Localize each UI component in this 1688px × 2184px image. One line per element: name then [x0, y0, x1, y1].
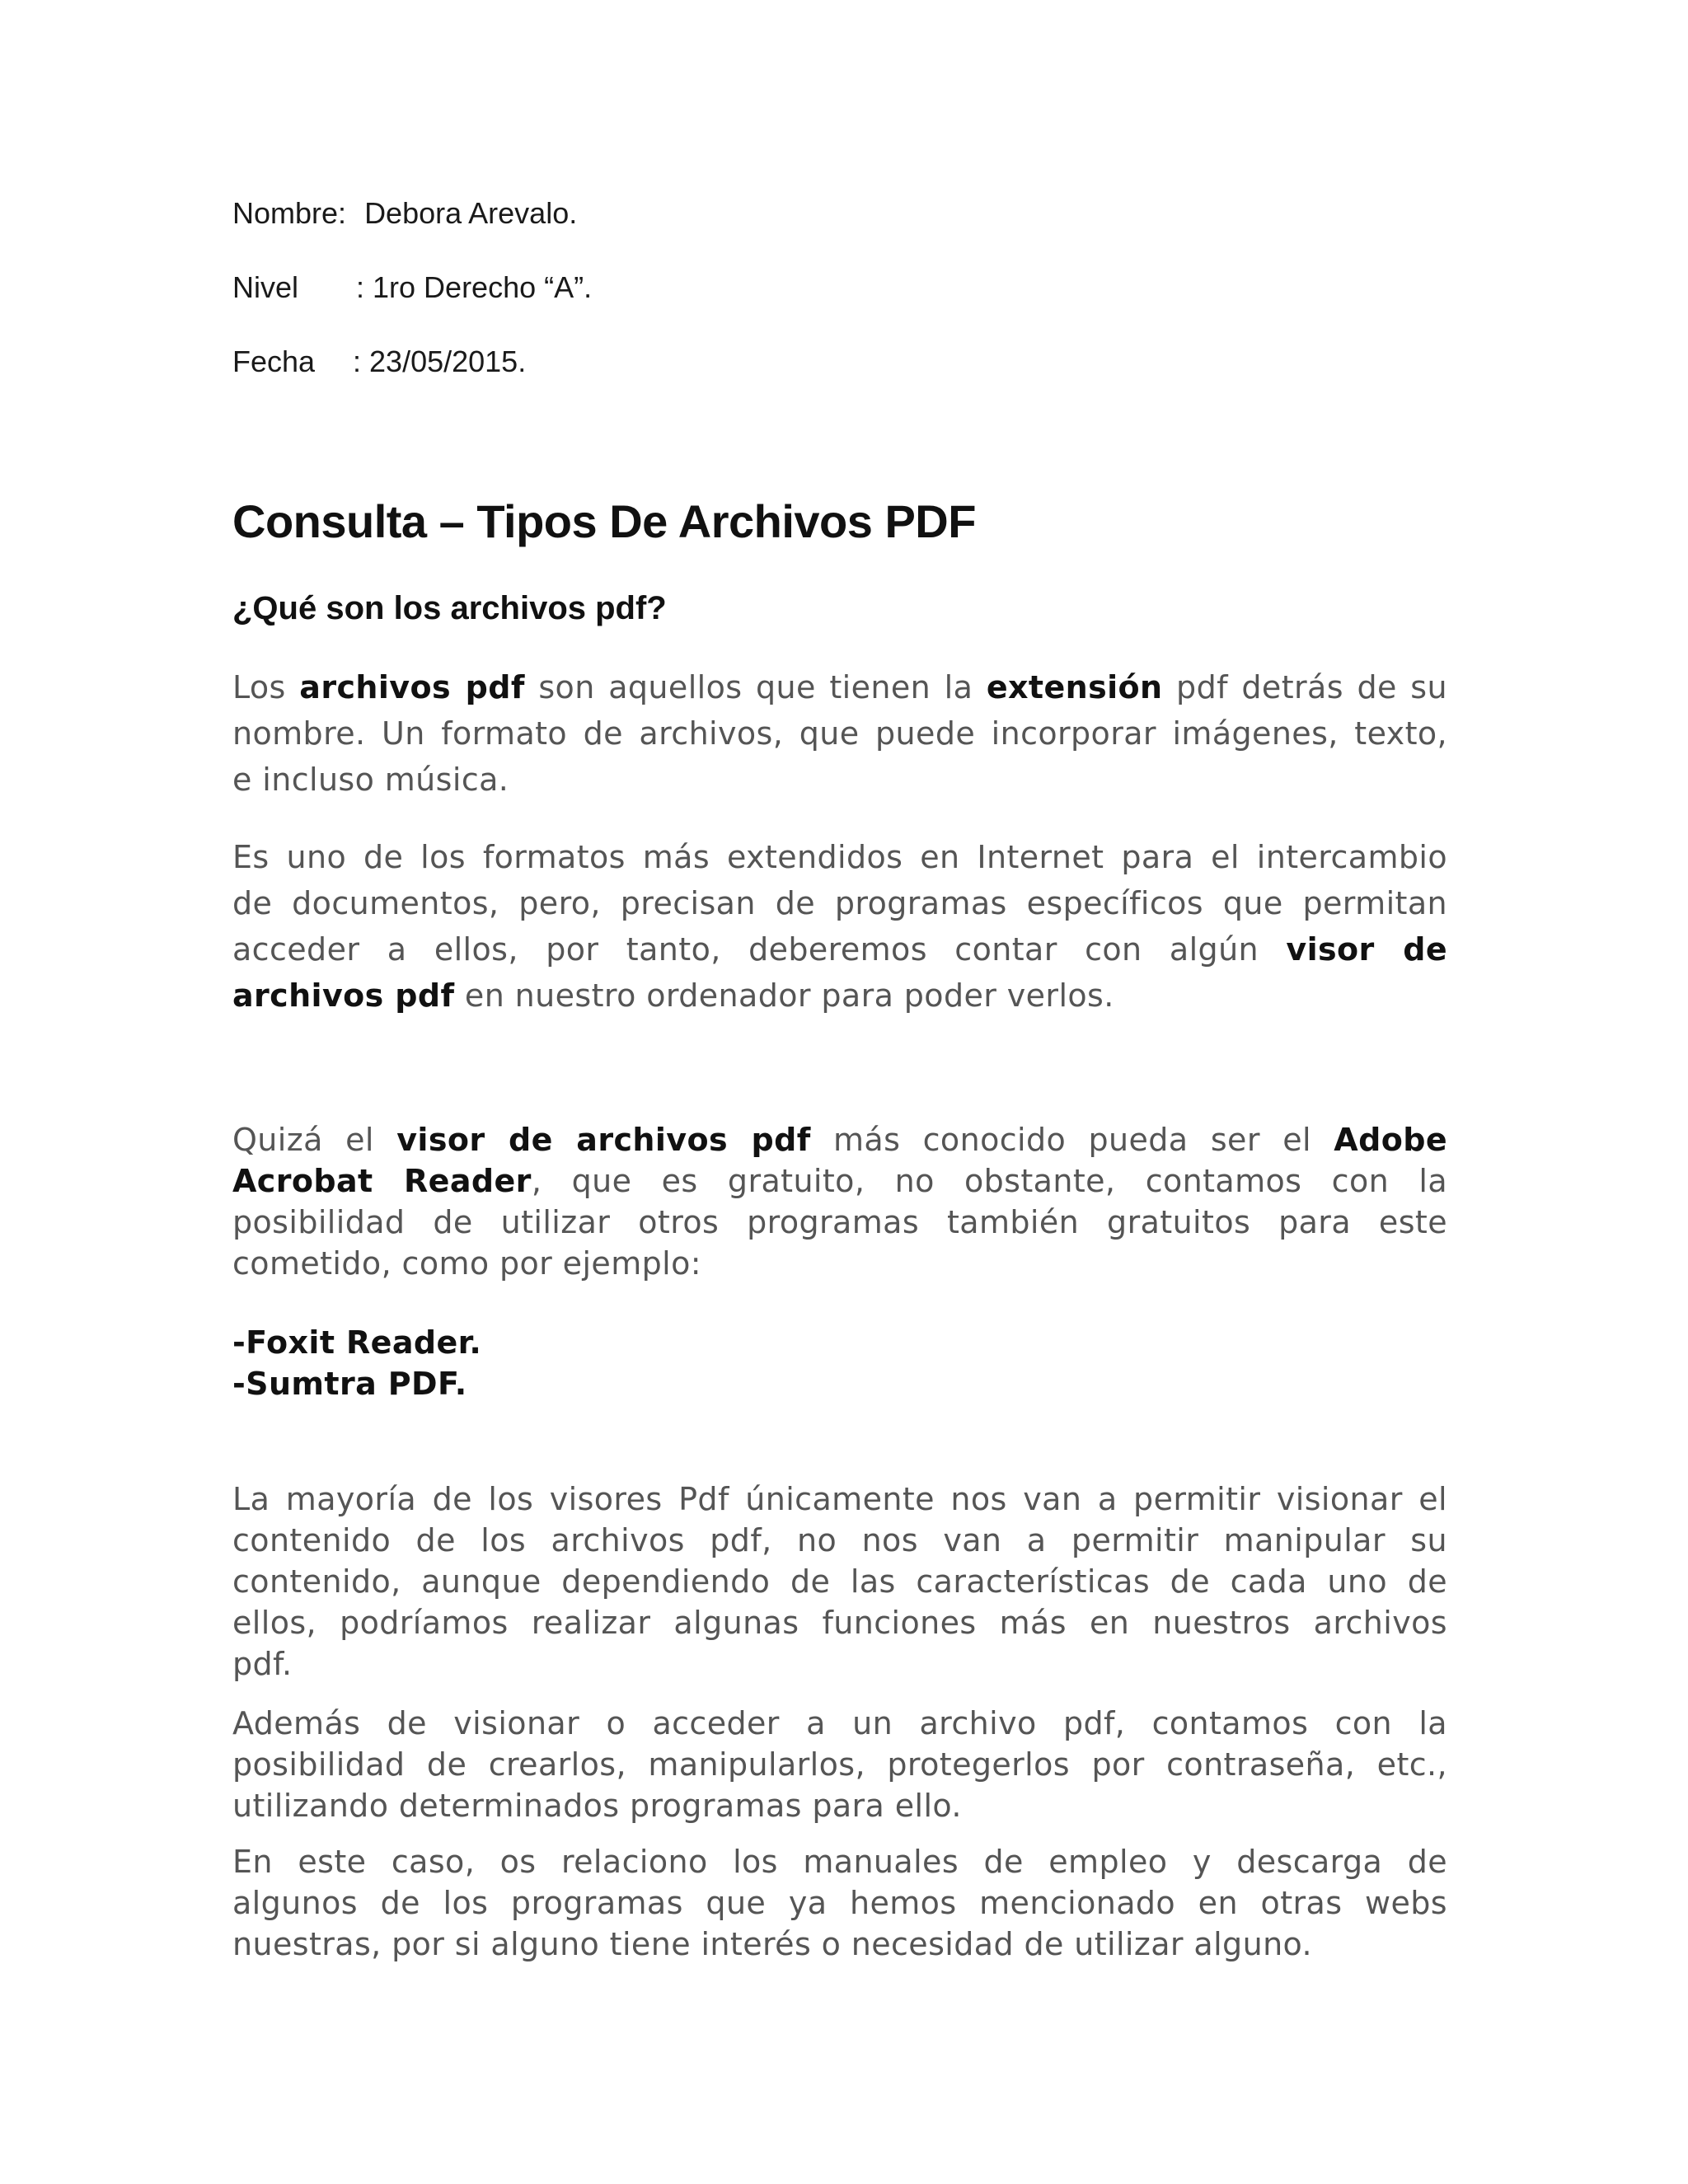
nivel-value: : 1ro Derecho “A”.	[356, 270, 593, 304]
bold-term: Acrobat Reader	[232, 1163, 532, 1199]
paragraph-line: de documentos, pero, precisan de programas específicos que permitan	[232, 885, 1447, 921]
fecha-label: Fecha	[232, 344, 316, 378]
paragraph-line: ellos, podríamos realizar algunas funciones más en nuestros archivos	[232, 1605, 1447, 1641]
paragraph-line: posibilidad de crearlos, manipularlos, protegerlos por contraseña, etc.,	[232, 1746, 1447, 1783]
paragraph-line	[232, 1160, 1447, 1202]
paragraph-line	[232, 664, 1447, 710]
paragraph-line: contenido de los archivos pdf, no nos van a permitir manipular su	[232, 1522, 1447, 1558]
nombre-label: Nombre:	[232, 196, 347, 230]
paragraph-6	[232, 1841, 1447, 1965]
bold-term: visor de	[1286, 931, 1447, 968]
text-run: Quizá el	[232, 1122, 397, 1158]
fecha-value: : 23/05/2015.	[353, 344, 527, 378]
header-fecha	[232, 344, 526, 379]
header-nombre	[232, 196, 577, 231]
page-title: Consulta – Tipos De Archivos PDF	[232, 495, 976, 547]
nivel-label: Nivel	[232, 270, 299, 304]
paragraph-2	[232, 834, 1447, 1019]
paragraph-line: posibilidad de utilizar otros programas también gratuitos para este	[232, 1204, 1447, 1240]
list-item: -Foxit Reader.	[232, 1324, 482, 1361]
paragraph-line: La mayoría de los visores Pdf únicamente nos van a permitir visionar el	[232, 1481, 1447, 1517]
paragraph-line	[232, 972, 1447, 1019]
paragraph-3	[232, 1119, 1447, 1284]
paragraph-line: cometido, como por ejemplo:	[232, 1245, 701, 1282]
paragraph-line: algunos de los programas que ya hemos mencionado en otras webs	[232, 1885, 1447, 1921]
nombre-value: Debora Arevalo.	[364, 196, 578, 230]
bold-term: visor de archivos pdf	[396, 1122, 811, 1158]
text-run: más conocido pueda ser el	[810, 1122, 1334, 1158]
paragraph-line: utilizando determinados programas para ello.	[232, 1788, 962, 1824]
paragraph-line: contenido, aunque dependiendo de las características de cada uno de	[232, 1563, 1447, 1600]
paragraph-4	[232, 1479, 1447, 1685]
bold-term: extensión	[986, 669, 1163, 705]
paragraph-line: e incluso música.	[232, 762, 509, 798]
bold-term: archivos pdf	[299, 669, 525, 705]
header-nivel	[232, 270, 592, 305]
paragraph-line: pdf.	[232, 1646, 293, 1682]
paragraph-line	[232, 926, 1447, 972]
paragraph-line: nuestras, por si alguno tiene interés o necesidad de utilizar alguno.	[232, 1926, 1313, 1962]
text-run: acceder a ellos, por tanto, deberemos contar con algún	[232, 931, 1287, 968]
text-run: pdf detrás de su	[1162, 669, 1447, 705]
paragraph-line	[232, 1119, 1447, 1160]
list-item: -Sumtra PDF.	[232, 1366, 467, 1402]
paragraph-1	[232, 664, 1447, 803]
text-run: Los	[232, 669, 300, 705]
program-list	[232, 1322, 481, 1404]
section-subtitle: ¿Qué son los archivos pdf?	[232, 590, 667, 626]
paragraph-line: Además de visionar o acceder a un archivo pdf, contamos con la	[232, 1705, 1447, 1741]
paragraph-5	[232, 1703, 1447, 1826]
text-run: son aquellos que tienen la	[524, 669, 987, 705]
paragraph-line: Es uno de los formatos más extendidos en Internet para el intercambio	[232, 839, 1447, 875]
bold-term: Adobe	[1334, 1122, 1447, 1158]
bold-term: archivos pdf	[232, 977, 455, 1014]
paragraph-line: En este caso, os relaciono los manuales de empleo y descarga de	[232, 1844, 1447, 1880]
text-run: en nuestro ordenador para poder verlos.	[454, 977, 1114, 1014]
paragraph-line: nombre. Un formato de archivos, que puede incorporar imágenes, texto,	[232, 715, 1447, 752]
text-run: , que es gratuito, no obstante, contamos con la	[531, 1163, 1448, 1199]
